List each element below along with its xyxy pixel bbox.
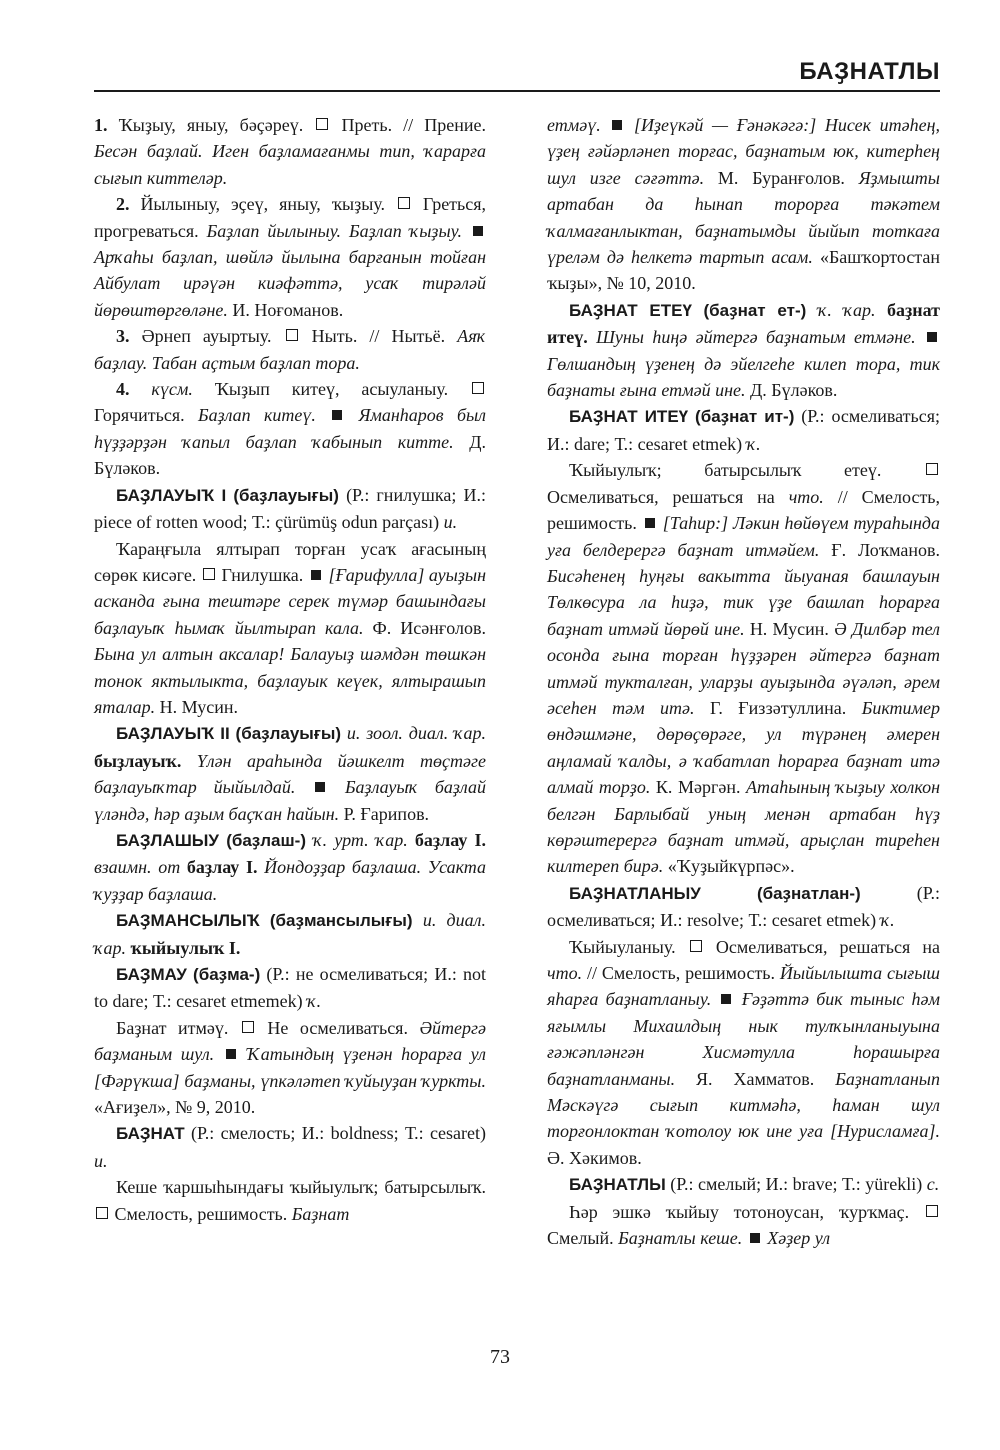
box-icon: [242, 1021, 254, 1033]
page-number: 73: [490, 1346, 510, 1368]
square-icon: [332, 410, 342, 420]
entry-bazlauyk-2: БАҘЛАУЫҠ II (баҙлауығы) и. зоол. диал. ҡар. быҙлауыҡ. Үлән араһында йәшкелт төҫтәге баҙлауыҡтар йыйылдай. Баҙлауыҡ баҙлай үләндә, һәр аҙым баҫҡан һайын. Р. Ғарипов.: [94, 723, 487, 824]
sense-1: 1. Ҡыҙыу, яныу, бәҫәреү. Преть. // Прение. Бесән баҙлай. Иген баҙламағанмы тип, ҡарарға сығып киттеләр.: [94, 115, 487, 188]
entry-baznat-def: Кеше ҡаршыһындағы ҡыйыулыҡ; батырсылыҡ. Смелость, решимость. Баҙнат: [94, 1174, 486, 1227]
square-icon: [721, 994, 731, 1004]
entry-bazmau-def: Баҙнат итмәү. Не осмеливаться. Әйтергә баҙманым шул. Ҡатындың үҙенән һорарға ул [Фәрүкша] баҙманы, үпкәләтеп ҡуйыуҙан ҡуркты. «Ағиҙел», № 9, 2010.: [94, 1017, 487, 1118]
headword: БАҘМАУ: [116, 965, 187, 984]
entry-bazlashyu: БАҘЛАШЫУ (баҙлаш-) ҡ. урт. ҡар. баҙлау I. взаимн. от баҙлау I. Йондоҙҙар баҙлаша. Усакта ҡуҙҙар баҙлаша.: [94, 829, 486, 904]
entry-bazlauyk-1: БАҘЛАУЫҠ I (баҙлауығы) (Р.: гнилушка; И.: piece of rotten wood; Т.: çürümüş odun parçası) и.: [94, 484, 486, 533]
running-head: БАҘНАТЛЫ: [799, 58, 940, 85]
square-icon: [473, 226, 483, 236]
headword: БАҘНАТЛАНЫУ: [569, 883, 701, 903]
box-icon: [690, 940, 702, 952]
square-icon: [645, 518, 655, 528]
page-header: [94, 56, 940, 96]
entry-baznat-iteu: БАҘНАТ ИТЕҮ (баҙнат ит-) (Р.: осмеливаться; И.: dare; Т.: cesaret etmek) ҡ.: [547, 406, 941, 454]
box-icon: [926, 1205, 938, 1217]
entry-bazmansylyk: БАҘМАНСЫЛЫҠ (баҙмансылығы) и. диал. ҡар. ҡыйыулыҡ I.: [94, 910, 487, 958]
left-column: [94, 112, 486, 1227]
square-icon: [315, 782, 325, 792]
square-icon: [612, 120, 622, 130]
headword: БАҘНАТ: [116, 1124, 185, 1144]
square-icon: [311, 570, 321, 580]
right-column: [547, 112, 940, 1251]
box-icon: [96, 1207, 108, 1219]
box-icon: [472, 382, 484, 394]
entry-baznat: БАҘНАТ (Р.: смелость; И.: boldness; Т.: cesaret) и.: [94, 1123, 486, 1171]
headword: БАҘНАТЛЫ: [569, 1175, 666, 1195]
header-rule: [94, 90, 940, 92]
sense-3: 3. Әрнеп ауыртыу. Ныть. // Нытьё. Аяҡ баҙлау. Табан аҫтым баҙлап тора.: [94, 326, 487, 373]
square-icon: [927, 332, 937, 342]
entry-baznatly: БАҘНАТЛЫ (Р.: смелый; И.: brave; Т.: yürekli) с.: [569, 1174, 940, 1195]
sense-2: 2. Йылыныу, эҫеү, яныу, ҡыҙыу. Греться, прогреваться. Баҙлап йылыныу. Баҙлап ҡыҙыу. Арҡаһы баҙлап, шөйлә йылына барғанын тойған Айбулат ирәүән киәфәттә, усаҡ тирәләй йөрөштөргөләне. И. Ноғоманов.: [94, 194, 487, 320]
entry-bazlauyk-1-def: Ҡараңғыла ялтырап торған усаҡ ағасының сөрөк кисәге. Гнилушка. [Ғарифулла] ауыҙын асканда ғына тештәре серек түмәр башындағы баҙлауыҡ һымаҡ йылтырап кала. Ф. Исәнғолов. Бына ул алтын аксалар! Балауыҙ шәмдән төшкән тонок яктылыкта, баҙлауык кеүек, ялтырашып яталар. Н. Мусин.: [94, 538, 487, 717]
box-icon: [398, 197, 410, 209]
box-icon: [203, 568, 215, 580]
headword: БАҘНАТ ЕТЕҮ: [569, 300, 692, 320]
box-icon: [316, 118, 328, 130]
entry-baznatlanyu-def: Ҡыйыуланыу. Осмеливаться, решаться на что. // Смелость, решимость. Йыйылышта сығыш яһарға баҙнатланыу. Ғәҙәттә бик тыныс һәм яғымлы Михаилдың нык тулҡынланыуына ғәжәпләнгән Хисмәтулла һорашырға баҙнатланманы. Я. Хамматов. Баҙнатланып Мәскәүгә сығып китмәһә, һаман шул торғонлоктан ҡотолоу юк ине уға [Нурисламға]. Ә. Хәкимов.: [547, 936, 941, 1168]
headword: БАҘНАТ ИТЕҮ: [569, 407, 689, 427]
entry-baznat-continued: етмәү. [Иҙеүкәй — Ғәнәкәгә:] Нисек итәһең, үҙең ғәйәрләнеп торғас, баҙнатым юк, китерһең шул изге сәғәттә. М. Буранғолов. Яҙмышты артабан да һынап торорға тәкәтем ҡалмағанлыктан, баҙнатымды йыйып тоткаға үреләм дә һелкетә тартып асам. «Башҡортостан ҡыҙы», № 10, 2010.: [547, 115, 941, 294]
headword: БАҘЛАУЫҠ II: [116, 724, 230, 744]
headword: БАҘЛАШЫУ: [116, 830, 220, 850]
headword: БАҘМАНСЫЛЫҠ: [116, 911, 260, 931]
box-icon: [286, 329, 298, 341]
sense-4: 4. күсм. Ҡыҙып китеү, асыуланыу. Горячиться. Баҙлап китеү. Яманһаров был һүҙҙәрҙән ҡапыл баҙлап ҡабынып китте. Д. Бүләков.: [94, 379, 487, 479]
box-icon: [926, 463, 938, 475]
entry-baznatlanyu: БАҘНАТЛАНЫУ (баҙнатлан-) (Р.: осмеливаться; И.: resolve; Т.: cesaret etmek) ҡ.: [547, 882, 941, 931]
square-icon: [750, 1233, 760, 1243]
entry-baznatly-def: Һәр эшкә ҡыйыу тотоноусан, ҡурҡмаҫ. Смелый. Баҙнатлы кеше. Хәҙер ул: [547, 1199, 940, 1252]
headword: БАҘЛАУЫҠ I: [116, 485, 227, 505]
entry-baznat-eteu: БАҘНАТ ЕТЕҮ (баҙнат ет-) ҡ. ҡар. баҙнат итеү. Шуны һиңә әйтергә баҙнатым етмәне. Гөлшандың үҙенең дә эйелгеһе килеп тора, тик баҙнаты ғына етмәй ине. Д. Бүләков.: [547, 299, 940, 401]
entry-baznat-iteu-def: Ҡыйыулыҡ; батырсылыҡ етеү. Осмеливаться, решаться на что. // Смелость, решимость. [Таһир:] Ләкин һөйөүем тураһында уға белдерергә баҙнат итмәйем. Ғ. Лоҡманов. Бисәһенең һуңғы вакытта йыуаная башлауын Төлкөсура ла һиҙә, тик үҙе башлап һорарға баҙнат итмәй йөрөй ине. Н. Мусин. Ә Дилбәр тел осонда ғына торған һүҙҙәрен әйтергә баҙнат итмәй тукталған, уларҙы ауыҙында әүәләп, әрем әсеһен тәм итә. Г. Ғиззәтуллина. Биктимер өндәшмәне, дөрөҫөрәге, ул түрәнең әмерен аңламай ҡалды, ә ҡабатлап һорарға баҙнат итә алмай торҙо. К. Мәргән. Атаһының ҡыҙыу холкон белгән Барлыбай уның менән артабан һүҙ көрәштерергә баҙнат итмәй, арыҫлан тиреһен килтереп бирә. «Ҡуҙыйкүрпәс».: [547, 460, 941, 877]
entry-bazmau: БАҘМАУ (баҙма-) (Р.: не осмеливаться; И.: not to dare; Т.: cesaret etmemek) ҡ.: [94, 964, 487, 1012]
square-icon: [226, 1049, 236, 1059]
